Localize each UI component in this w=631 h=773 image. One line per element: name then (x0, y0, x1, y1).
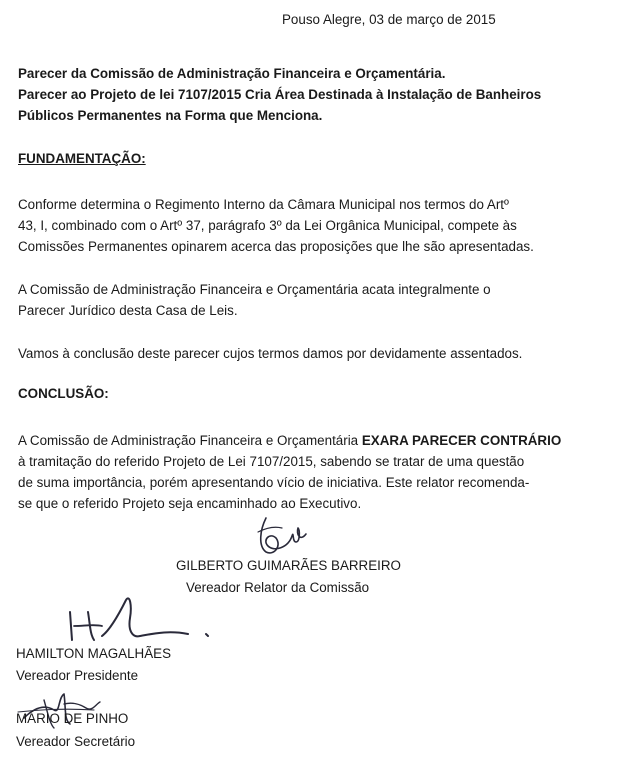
conclusao-paragraph (18, 430, 618, 514)
secretario-role: Vereador Secretário (16, 734, 136, 749)
header-line-2: Parecer ao Projeto de lei 7107/2015 Cria Área Destinada à Instalação de Banheiros (18, 87, 542, 102)
paragraph-line: Parecer Jurídico desta Casa de Leis. (18, 303, 238, 318)
paragraph-line: Comissões Permanentes opinarem acerca das proposições que lhe são apresentadas. (18, 239, 534, 254)
fundamentacao-paragraph-2 (18, 279, 618, 321)
paragraph-line: Conforme determina o Regimento Interno da Câmara Municipal nos termos do Artº (18, 197, 509, 212)
presidente-name: HAMILTON MAGALHÃES (16, 646, 172, 661)
paragraph-line: 43, I, combinado com o Artº 37, parágrafo 3º da Lei Orgânica Municipal, compete às (18, 218, 517, 233)
fundamentacao-paragraph-3 (18, 343, 618, 364)
conclusao-verdict: EXARA PARECER CONTRÁRIO (361, 433, 562, 448)
relator-name: GILBERTO GUIMARÃES BARREIRO (176, 558, 401, 573)
relator-role: Vereador Relator da Comissão (186, 580, 370, 595)
relator-signature (252, 512, 312, 562)
presidente-role: Vereador Presidente (16, 668, 139, 683)
conclusao-heading: CONCLUSÃO: (18, 386, 109, 401)
secretario-name: MÁRIO DE PINHO (16, 711, 129, 726)
header-line-1: Parecer da Comissão de Administração Financeira e Orçamentária. (18, 66, 446, 81)
conclusao-text: A Comissão de Administração Financeira e Orçamentária (18, 433, 362, 448)
paragraph-line (18, 430, 618, 451)
fundamentacao-heading: FUNDAMENTAÇÃO: (18, 151, 146, 166)
paragraph-line: à tramitação do referido Projeto de Lei 7107/2015, sabendo se tratar de uma questão (18, 454, 525, 469)
paragraph-line: A Comissão de Administração Financeira e Orçamentária acata integralmente o (18, 282, 491, 297)
fundamentacao-paragraph-1 (18, 194, 618, 257)
paragraph-line: de suma importância, porém apresentando vício de iniciativa. Este relator recomenda- (18, 475, 530, 490)
presidente-signature (60, 590, 200, 650)
paragraph-line: Vamos à conclusão deste parecer cujos termos damos por devidamente assentados. (18, 346, 523, 361)
paragraph-line: se que o referido Projeto seja encaminhado ao Executivo. (18, 496, 362, 511)
place-date: Pouso Alegre, 03 de março de 2015 (282, 12, 496, 27)
header-line-3: Públicos Permanentes na Forma que Menciona. (18, 108, 323, 123)
secretario-signature (14, 684, 104, 734)
